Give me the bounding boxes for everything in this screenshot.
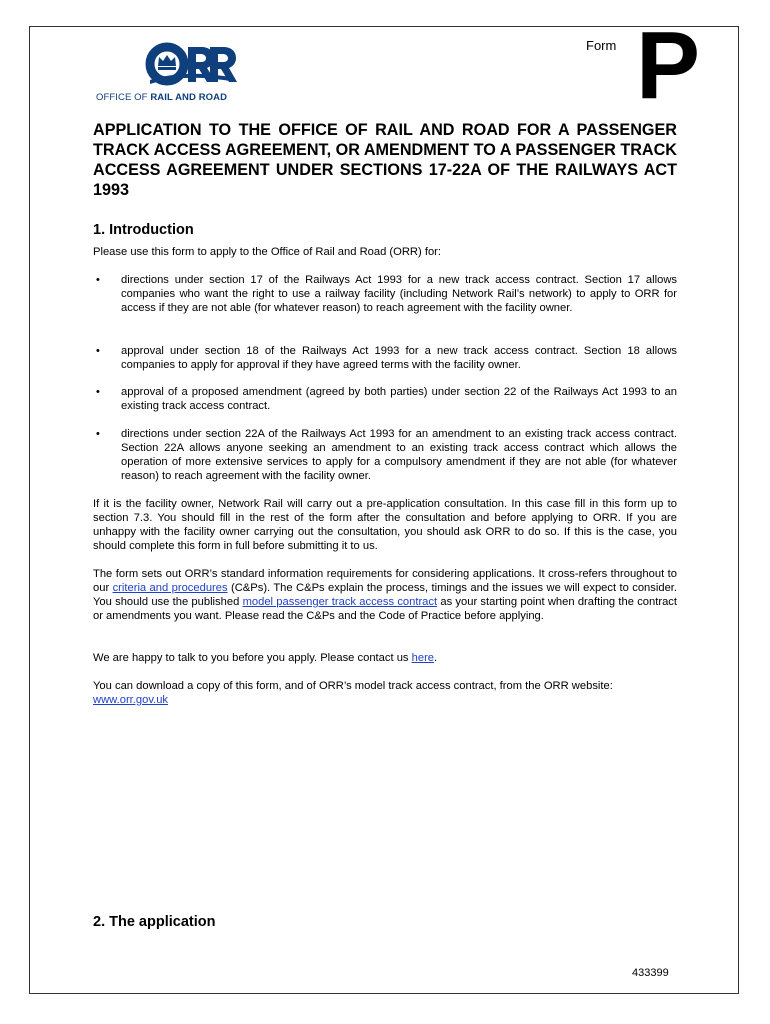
intro-paragraph: Please use this form to apply to the Office of Rail and Road (ORR) for: <box>93 246 442 258</box>
bullet-icon: • <box>96 345 100 357</box>
criteria-paragraph: The form sets out ORR’s standard information requirements for considering applications. It cross-refers throughout to our criteria and procedures (C&Ps). The C&Ps explain the process, timings and the issues we will expect to consider. You should use the published model passenger track access contract as your starting point when drafting the contract or amendments you want. Please read the C&Ps and the Code of Practice before applying. <box>93 568 678 622</box>
document-number: 433399 <box>632 967 669 979</box>
list-item: directions under section 22A of the Railways Act 1993 for an amendment to an existing track access contract. Section 22A allows anyone seeking an amendment to an existing track access contract which allows the operation of more extensive services to apply for a compulsory amendment if they are not able (for whatever reason) to reach agreement with the facility owner. <box>121 428 677 482</box>
orr-website-link[interactable]: www.orr.gov.uk <box>93 693 169 706</box>
model-contract-link[interactable]: model passenger track access contract <box>242 595 438 608</box>
contact-paragraph: We are happy to talk to you before you apply. Please contact us here. <box>93 652 438 664</box>
document-title: APPLICATION TO THE OFFICE OF RAIL AND ROAD FOR A PASSENGER TRACK ACCESS AGREEMENT, OR AMENDMENT TO A PASSENGER TRACK ACCESS AGREEMENT UNDER SECTIONS 17-22A OF THE RAILWAYS ACT 1993 <box>93 121 677 199</box>
list-item: directions under section 17 of the Railways Act 1993 for a new track access contract. Section 17 allows companies who want the right to use a railway facility (including Network Rail’s network) to apply to ORR for access if they are not able (for whatever reason) to reach agreement with the facility owner. <box>121 274 677 314</box>
bullet-icon: • <box>96 274 100 286</box>
list-item: approval of a proposed amendment (agreed by both parties) under section 22 of the Railways Act 1993 to an existing track access contract. <box>121 386 677 412</box>
logo-org-name: OFFICE OF RAIL AND ROAD <box>96 92 228 103</box>
form-letter: P <box>636 12 701 119</box>
list-item: approval under section 18 of the Railways Act 1993 for a new track access contract. Section 18 allows companies to apply for approval if they have agreed terms with the facility owner. <box>121 345 677 371</box>
criteria-and-procedures-link[interactable]: criteria and procedures <box>112 581 228 594</box>
section-heading-application: 2. The application <box>93 914 216 930</box>
section-heading-introduction: 1. Introduction <box>93 222 194 238</box>
download-paragraph: You can download a copy of this form, and of ORR’s model track access contract, from the ORR website: www.orr.gov.uk <box>93 680 613 706</box>
bullet-icon: • <box>96 386 100 398</box>
form-label: Form <box>586 38 617 53</box>
contact-here-link[interactable]: here <box>411 652 435 664</box>
bullet-icon: • <box>96 428 100 440</box>
preapplication-paragraph: If it is the facility owner, Network Rail will carry out a pre-application consultation. In this case fill in this form up to section 7.3. You should fill in the rest of the form after the consultation and before applying to ORR. If you are unhappy with the facility owner carrying out the consultation, you should ask ORR to do so. If this is the case, you should complete this form in full before submitting it to us. <box>93 498 677 552</box>
crown-icon <box>158 55 176 70</box>
